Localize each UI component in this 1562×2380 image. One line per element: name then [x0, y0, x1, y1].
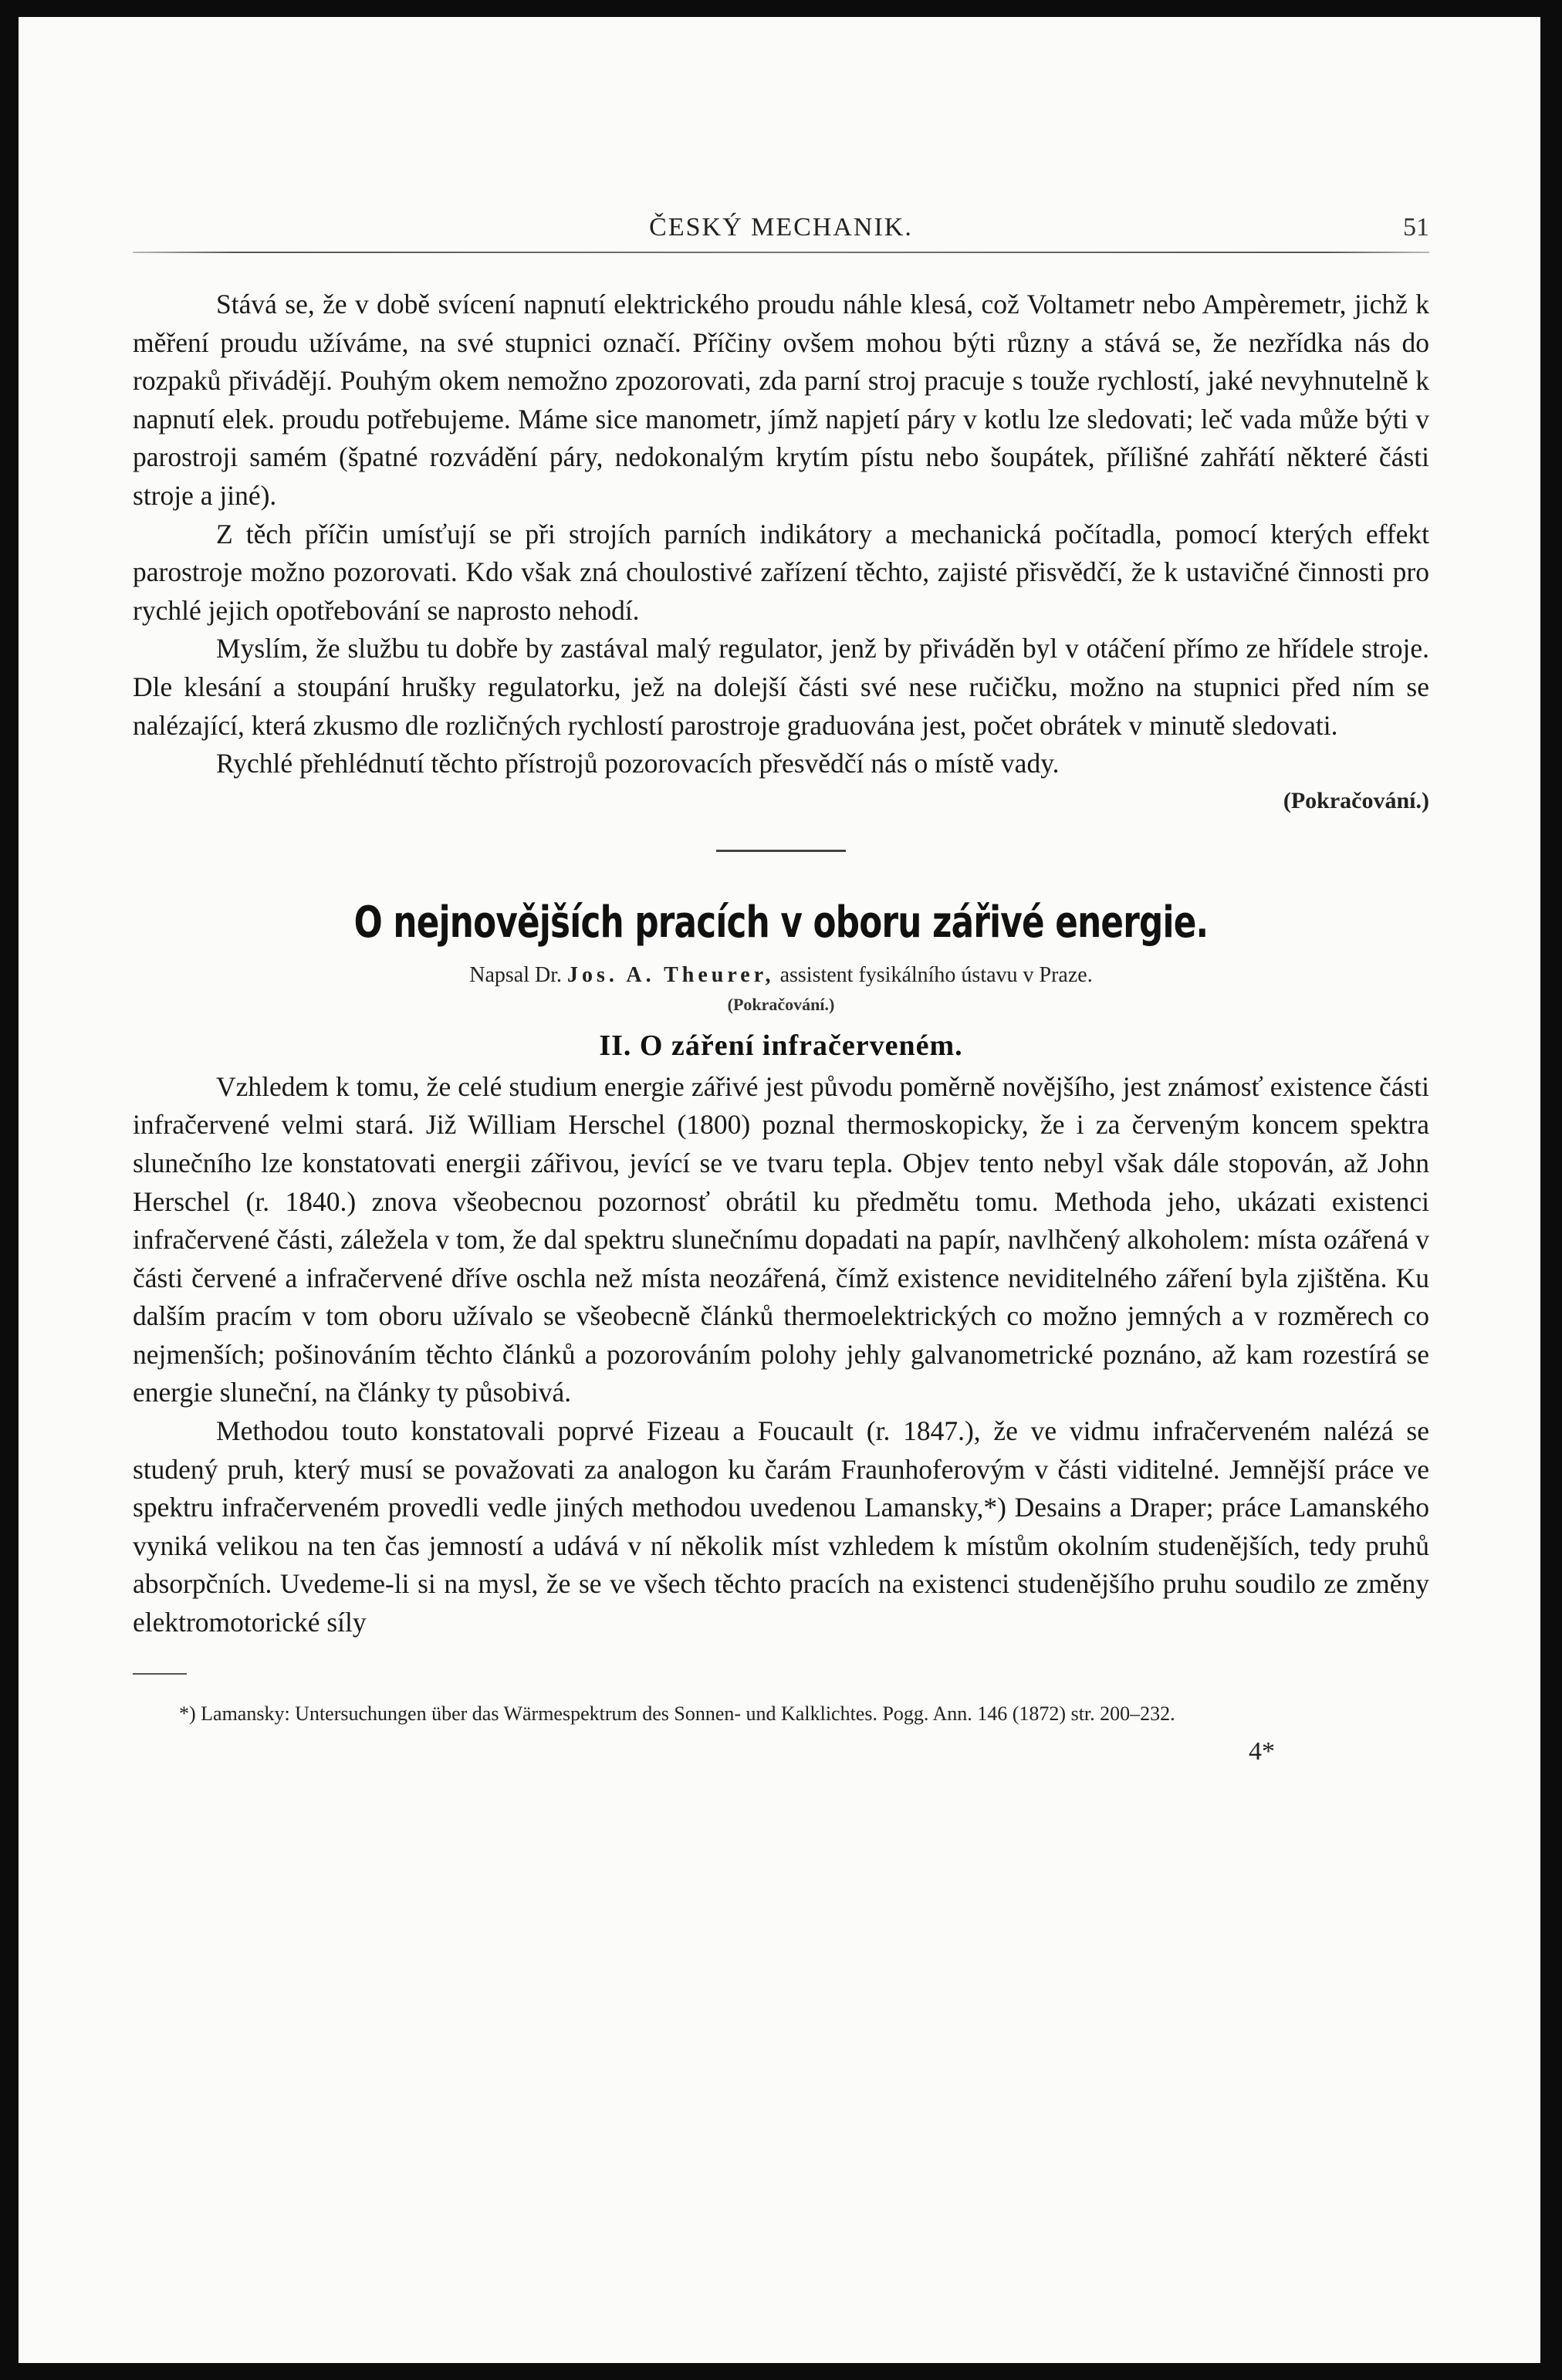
byline-prefix: Napsal Dr. — [469, 962, 563, 987]
footnote-rule — [133, 1673, 187, 1675]
byline-author: Jos. A. Theurer, — [567, 962, 775, 987]
paragraph: Vzhledem k tomu, že celé studium energie zářivé jest původu poměrně novějšího, jest známosť existence části infračervené velmi stará. Již William Herschel (1800) poznal thermoskopicky, že i za červeným koncem spektra slunečního lze konstatovati energii zářivou, jevící se ve tvaru tepla. Objev tento nebyl však dále stopován, až John Herschel (r. 1840.) znova všeobecnou pozornosť obrátil ku předmětu tomu. Methoda jeho, ukázati existenci infračervené části, záležela v tom, že dal spektru slunečnímu dopadati na papír, navlhčený alkoholem: místa ozářená v části červené a infračervené dříve oschla než místa neozářená, čímž existence neviditelného záření byla zjištěna. Ku dalším pracím v tom oboru užívalo se všeobecně článků thermoelektrických co možno jemných a v rozměrech co nejmenších; pošinováním těchto článků a pozorováním polohy jehly galvanometrické poznáno, až kam rozestírá se energie sluneční, na články ty působivá. — [133, 1070, 1429, 1408]
page-body — [133, 286, 1429, 1767]
article-continued-note: (Pokračování.) — [727, 994, 835, 1014]
footnote: *) Lamansky: Untersuchungen über das Wärmespektrum des Sonnen- und Kalklichtes. Pogg. Ann. 146 (1872) str. 200–232. — [179, 1702, 1175, 1725]
running-header — [133, 202, 1429, 259]
section-heading: II. O záření infračerveném. — [599, 1029, 963, 1062]
page — [19, 17, 1540, 2363]
header-rule — [133, 252, 1429, 253]
paragraph: Stává se, že v době svícení napnutí elektrického proudu náhle klesá, což Voltametr nebo Ampèremetr, jichž k měření proudu užíváme, na své stupnici označí. Příčiny ovšem mohou býti různy a stává se, že nezřídka nás do rozpaků přivádějí. Pouhým okem nemožno zpozorovati, zda parní stroj pracuje s touže rychlostí, jaké nevyhnutelně k napnutí elek. proudu potřebujeme. Máme sice manometr, jímž napjetí páry v kotlu lze sledovati; leč vada může býti v parostroji samém (špatné rozvádění páry, nedokonalým krytím pístu nebo šoupátek, přílišné zahřátí některé části stroje a jiné). — [133, 289, 1429, 511]
byline-affiliation: assistent fysikálního ústavu v Praze. — [779, 962, 1093, 987]
article-byline — [133, 960, 1429, 991]
article-title: O nejnovějších pracích v oboru zářivé energie. — [353, 897, 1209, 948]
continued-note: (Pokračování.) — [1283, 787, 1429, 813]
signature-mark: 4* — [1249, 1736, 1275, 1766]
paragraph: Myslím, že službu tu dobře by zastával malý regulator, jenž by přiváděn byl v otáčení přímo ze hřídele stroje. Dle klesání a stoupání hrušky regulatorku, jež na dolejší části své nese ručičku, možno na stupnici před ním se nalézající, která zkusmo dle rozličných rychlostí parostroje graduována jest, počet obrátek v minutě sledovati. — [133, 633, 1429, 741]
paragraph: Z těch příčin umísťují se při strojích parních indikátory a mechanická počítadla, pomocí kterých effekt parostroje možno pozorovati. Kdo však zná choulostivé zařízení těchto, zajisté přisvědčí, že k ustavičné činnosti pro rychlé jejich opotřebování se naprosto nehodí. — [133, 518, 1429, 626]
paragraph: Methodou touto konstatovali poprvé Fizeau a Foucault (r. 1847.), že ve vidmu infračerveném nalézá se studený pruh, který musí se považovati za analogon ku čarám Fraunhoferovým v části viditelné. Jemnější práce ve spektru infračerveném provedli vedle jiných methodou uvedenou Lamansky,*) Desains a Draper; práce Lamanského vyniká velikou na ten čas jemností a udává v ní několik míst vzhledem k místům okolním studenějších, tedy pruhů absorpčních. Uvedeme-li si na mysl, že se ve všech těchto pracích na existenci studenějšího pruhu soudilo ze změny elektromotorické síly — [133, 1415, 1429, 1638]
section-divider — [716, 850, 846, 852]
page-number: 51 — [1403, 213, 1429, 242]
paragraph: Rychlé přehlédnutí těchto přístrojů pozorovacích přesvědčí nás o místě vady. — [216, 748, 1060, 779]
journal-title: ČESKÝ MECHANIK. — [649, 213, 913, 242]
